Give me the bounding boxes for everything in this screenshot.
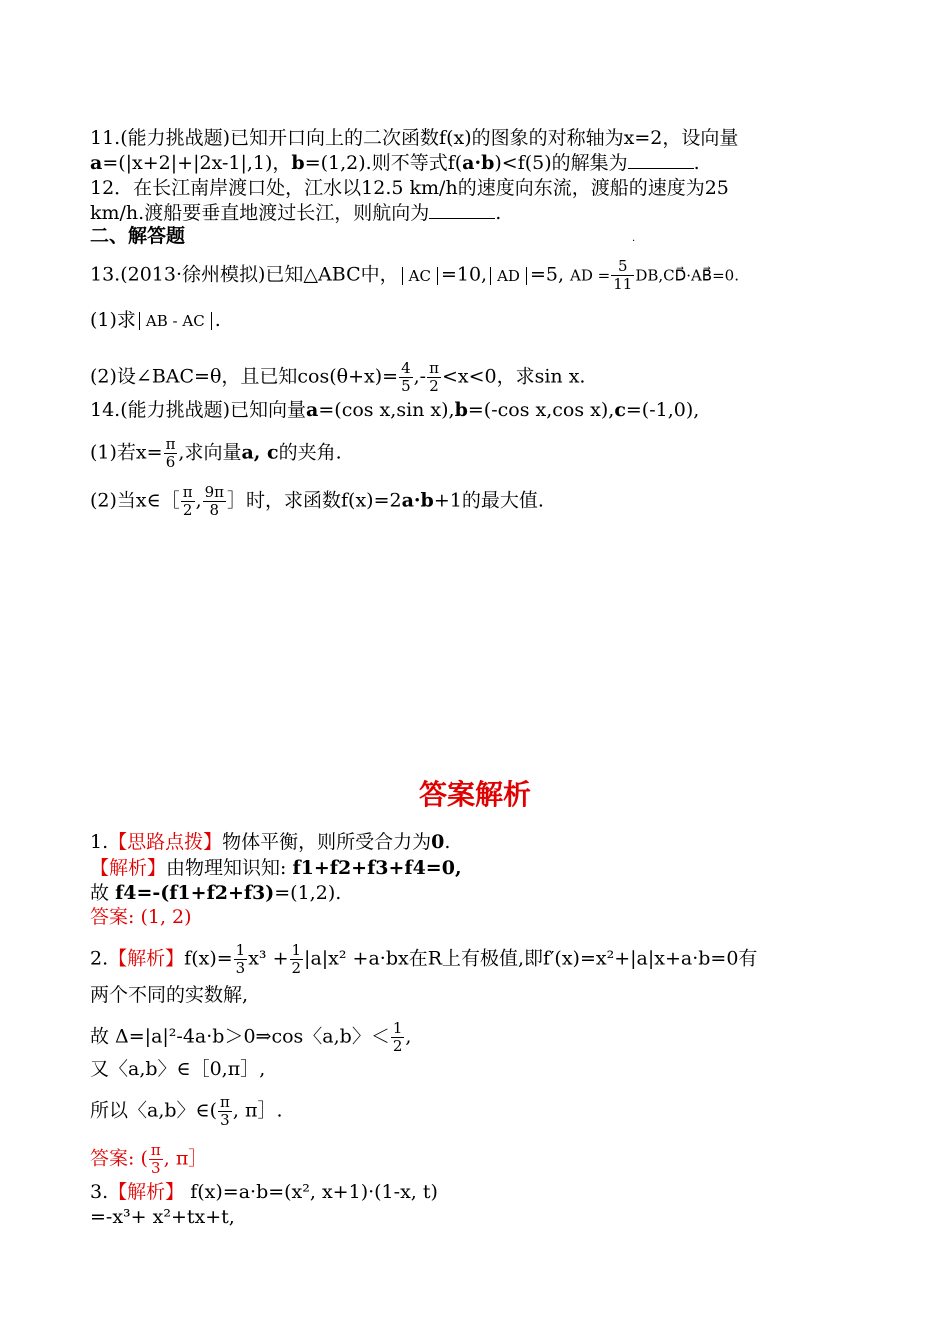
answer-blank — [429, 200, 495, 219]
q11-line2: a=(|x+2|+|2x-1|,1)，b=(1,2).则不等式f(a·b)<f(5)的解集为 . — [90, 152, 700, 174]
ans2-answer: 答案: ( $\frac{\pi}{3}$ , π］ — [90, 1141, 208, 1177]
fraction: $\frac{5}{11}$ — [613, 257, 633, 293]
q13-line1: 13.(2013·徐州模拟)已知△ABC中， AC =10, AD =5, AD = $\frac{5}{11}$ DB,CD⃗·AB⃗=0. — [90, 257, 739, 293]
ans2-line5: 所以〈a,b〉∈( $\frac{\pi}{3}$ , π］. — [90, 1093, 283, 1129]
ans3-line1: 3.【解析】 f(x)=a·b=(x², x+1)·(1-x, t) — [90, 1181, 438, 1203]
section-heading: 二、解答题 — [90, 225, 186, 247]
fraction: $\frac{4}{5}$ — [401, 359, 411, 395]
fraction: $\frac{\pi}{2}$ — [182, 483, 193, 519]
ans3-line2: =-x³+ x²+tx+t, — [90, 1206, 235, 1228]
q12-line1: 12．在长江南岸渡口处，江水以12.5 km/h的速度向东流，渡船的速度为25 — [90, 177, 729, 199]
ans2-line4: 又〈a,b〉∈［0,π］, — [90, 1058, 266, 1080]
q11-line1: 11.(能力挑战题)已知开口向上的二次函数f(x)的图象的对称轴为x=2，设向量 — [90, 127, 739, 149]
q14-line1: 14.(能力挑战题)已知向量a=(cos x,sin x),b=(-cos x,cos x),c=(-1,0), — [90, 399, 700, 421]
fraction: $\frac{1}{3}$ — [235, 941, 246, 977]
fraction: $\frac{\pi}{3}$ — [220, 1093, 230, 1129]
fraction: $\frac{1}{2}$ — [291, 941, 302, 977]
ans1-line1: 1.【思路点拨】物体平衡，则所受合力为0. — [90, 831, 451, 853]
fraction: $\frac{1}{2}$ — [392, 1019, 403, 1055]
ans2-line2: 两个不同的实数解, — [90, 984, 249, 1006]
q14-part1: (1)若x= $\frac{\pi}{6}$ ,求向量a, c的夹角. — [90, 435, 342, 471]
answer-title: 答案解析 — [418, 778, 531, 811]
fraction: $\frac{\pi}{3}$ — [150, 1141, 161, 1177]
stray-dot: · — [632, 236, 636, 247]
ans1-line2: 【解析】由物理知识知: f1+f2+f3+f4=0, — [90, 857, 462, 879]
ans1-answer: 答案: (1, 2) — [90, 906, 192, 928]
ans2-line3: 故 Δ=|a|²-4a·b＞0⇒cos〈a,b〉＜ $\frac{1}{2}$ , — [90, 1019, 412, 1055]
fraction: $\frac{\pi}{2}$ — [429, 359, 439, 395]
ans2-line1: 2.【解析】f(x)= $\frac{1}{3}$ x³ + $\frac{1}{2}$ |a|x² +a·bx在R上有极值,即f′(x)=x²+|a|x+a·b=0有 — [90, 941, 758, 977]
q14-part2: (2)当x∈［ $\frac{\pi}{2}$ , $\frac{9\pi}{8}$ ］时，求函数f(x)=2a·b+1的最大值. — [90, 483, 544, 519]
ans1-line3: 故 f4=-(f1+f2+f3)=(1,2). — [90, 882, 342, 904]
q13-part1: (1)求 AB - AC . — [90, 309, 221, 331]
fraction: $\frac{9\pi}{8}$ — [204, 483, 225, 519]
fraction: $\frac{\pi}{6}$ — [165, 435, 176, 471]
q13-part2: (2)设∠BAC=θ，且已知cos(θ+x)= $\frac{4}{5}$ ,- $\frac{\pi}{2}$ <x<0，求sin x. — [90, 359, 586, 395]
q12-line2: km/h.渡船要垂直地渡过长江，则航向为 . — [90, 202, 502, 224]
answer-blank — [628, 150, 694, 169]
